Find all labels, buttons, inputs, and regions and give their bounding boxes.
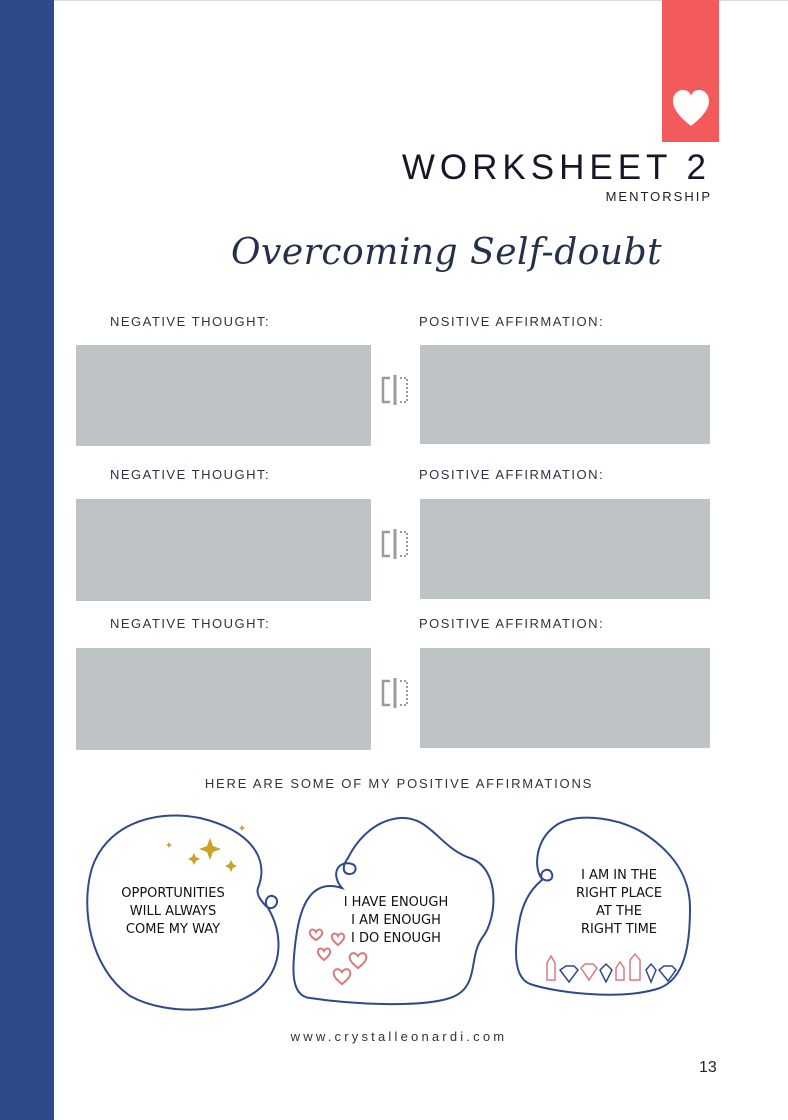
positive-affirmation-field[interactable] xyxy=(420,345,710,444)
negative-thought-label: NEGATIVE THOUGHT: xyxy=(110,314,271,329)
page-number: 13 xyxy=(699,1059,717,1076)
sparkle-icon xyxy=(166,825,245,872)
page-heading: Overcoming Self-doubt xyxy=(231,232,663,273)
positive-affirmation-field[interactable] xyxy=(420,648,710,748)
affirmation-line: I AM ENOUGH xyxy=(351,913,441,928)
sidebar-stripe xyxy=(0,0,54,1120)
crystals-icon xyxy=(547,954,676,982)
affirmation-line: OPPORTUNITIES xyxy=(121,886,225,901)
affirmation-line: RIGHT TIME xyxy=(581,922,657,937)
negative-thought-field[interactable] xyxy=(76,648,371,750)
swap-icon xyxy=(381,528,409,560)
positive-affirmation-label: POSITIVE AFFIRMATION: xyxy=(419,314,605,329)
negative-thought-field[interactable] xyxy=(76,345,371,446)
affirmation-line: COME MY WAY xyxy=(125,922,221,937)
affirmation-bubble-1 xyxy=(107,885,239,939)
affirmation-line: I AM IN THE xyxy=(581,868,657,883)
negative-thought-field[interactable] xyxy=(76,499,371,601)
affirmation-line: I HAVE ENOUGH xyxy=(343,895,449,910)
worksheet-subtitle: MENTORSHIP xyxy=(605,189,712,204)
worksheet-title: WORKSHEET 2 xyxy=(401,148,711,187)
negative-thought-label: NEGATIVE THOUGHT: xyxy=(110,467,271,482)
heart-icon xyxy=(670,88,712,128)
affirmation-bubble-2 xyxy=(332,894,460,948)
positive-affirmation-label: POSITIVE AFFIRMATION: xyxy=(419,467,605,482)
swap-icon xyxy=(381,677,409,709)
affirmation-line: AT THE xyxy=(596,904,642,919)
affirmation-line: WILL ALWAYS xyxy=(129,904,217,919)
positive-affirmation-label: POSITIVE AFFIRMATION: xyxy=(419,616,605,631)
affirmation-line: I DO ENOUGH xyxy=(351,931,441,946)
affirmation-line: RIGHT PLACE xyxy=(575,886,663,901)
affirmation-bubble-3 xyxy=(556,867,682,939)
negative-thought-label: NEGATIVE THOUGHT: xyxy=(110,616,271,631)
website-link[interactable]: www.crystalleonardi.com xyxy=(290,1029,508,1044)
affirmations-heading: HERE ARE SOME OF MY POSITIVE AFFIRMATIONS xyxy=(204,776,594,791)
swap-icon xyxy=(381,374,409,406)
heart-tab xyxy=(662,0,719,142)
positive-affirmation-field[interactable] xyxy=(420,499,710,599)
